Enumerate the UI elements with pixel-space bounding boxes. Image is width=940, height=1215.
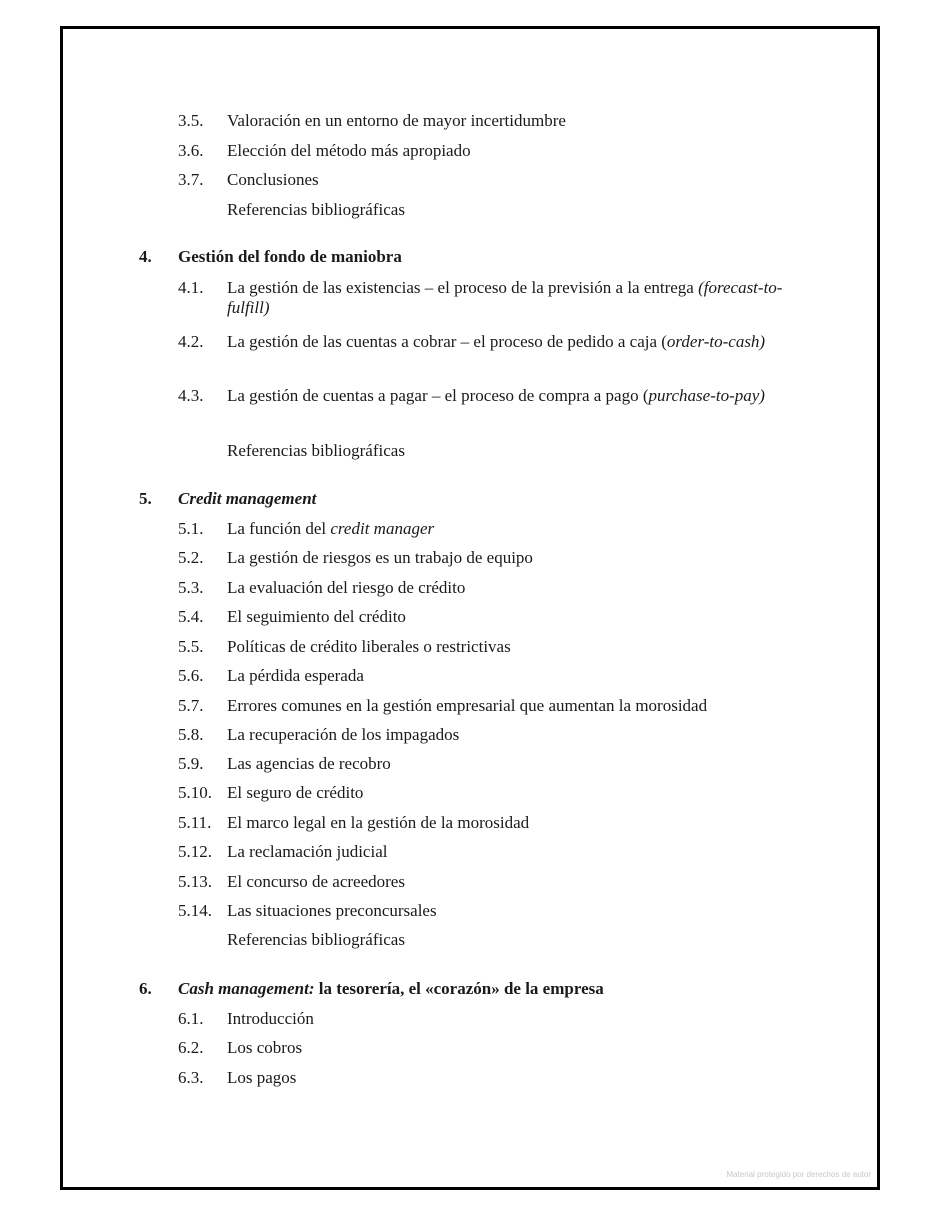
item-number: 5.4. bbox=[178, 607, 204, 626]
item-number: 5.6. bbox=[178, 666, 204, 685]
chapter-number: 5. bbox=[139, 489, 152, 508]
item-number: 5.2. bbox=[178, 548, 204, 567]
item-title: El marco legal en la gestión de la morosidad bbox=[227, 813, 530, 832]
item-title: El seguro de crédito bbox=[227, 783, 364, 802]
item-title: Políticas de crédito liberales o restrictivas bbox=[227, 637, 511, 656]
chapter-title: Gestión del fondo de maniobra bbox=[178, 247, 402, 266]
item-number: 5.14. bbox=[178, 901, 212, 920]
item-title: La pérdida esperada bbox=[227, 666, 364, 685]
item-number: 6.1. bbox=[178, 1009, 204, 1028]
item-number: 5.9. bbox=[178, 754, 204, 773]
item-number: 5.11. bbox=[178, 813, 212, 832]
item-number: 5.8. bbox=[178, 725, 204, 744]
item-title: La gestión de riesgos es un trabajo de equipo bbox=[227, 548, 533, 567]
item-title: La evaluación del riesgo de crédito bbox=[227, 578, 466, 597]
item-number: 6.2. bbox=[178, 1038, 204, 1057]
item-number: 3.5. bbox=[178, 111, 204, 130]
item-number: 5.12. bbox=[178, 842, 212, 861]
chapter-title: Cash management: la tesorería, el «corazón» de la empresa bbox=[178, 979, 604, 998]
item-number: 5.5. bbox=[178, 637, 204, 656]
page-frame bbox=[60, 26, 880, 1190]
item-number: 4.2. bbox=[178, 332, 204, 351]
chapter-title: Credit management bbox=[178, 489, 317, 508]
item-title: Introducción bbox=[227, 1009, 314, 1028]
item-number: 5.7. bbox=[178, 696, 204, 715]
item-title: La gestión de las existencias – el proceso de la previsión a la entrega (forecast-to-fulfill) bbox=[227, 278, 783, 317]
item-title: Conclusiones bbox=[227, 170, 319, 189]
item-number: 5.1. bbox=[178, 519, 204, 538]
chapter-number: 6. bbox=[139, 979, 152, 998]
item-title: Las situaciones preconcursales bbox=[227, 901, 437, 920]
item-title: La gestión de las cuentas a cobrar – el proceso de pedido a caja (order-to-cash) bbox=[227, 332, 766, 351]
item-number: 6.3. bbox=[178, 1068, 204, 1087]
item-number: 5.10. bbox=[178, 783, 212, 802]
item-title: Errores comunes en la gestión empresarial que aumentan la morosidad bbox=[227, 696, 708, 715]
item-title: El seguimiento del crédito bbox=[227, 607, 406, 626]
item-title: Valoración en un entorno de mayor incertidumbre bbox=[227, 111, 566, 130]
item-number: 5.3. bbox=[178, 578, 204, 597]
item-number: 3.7. bbox=[178, 170, 204, 189]
item-title: La recuperación de los impagados bbox=[227, 725, 460, 744]
references-label: Referencias bibliográficas bbox=[227, 930, 405, 949]
item-title: Los pagos bbox=[227, 1068, 297, 1087]
references-label: Referencias bibliográficas bbox=[227, 200, 405, 219]
copyright-watermark: Material protegido por derechos de autor bbox=[726, 1170, 871, 1179]
item-number: 5.13. bbox=[178, 872, 212, 891]
chapter-number: 4. bbox=[139, 247, 152, 266]
references-label: Referencias bibliográficas bbox=[227, 441, 405, 460]
item-title: La reclamación judicial bbox=[227, 842, 388, 861]
item-title: Las agencias de recobro bbox=[227, 754, 391, 773]
item-title: La gestión de cuentas a pagar – el proceso de compra a pago (purchase-to-pay) bbox=[227, 386, 765, 405]
item-number: 4.1. bbox=[178, 278, 204, 297]
item-title: Elección del método más apropiado bbox=[227, 141, 471, 160]
item-number: 3.6. bbox=[178, 141, 204, 160]
item-title: Los cobros bbox=[227, 1038, 303, 1057]
item-title: La función del credit manager bbox=[227, 519, 435, 538]
item-title: El concurso de acreedores bbox=[227, 872, 405, 891]
item-number: 4.3. bbox=[178, 386, 204, 405]
